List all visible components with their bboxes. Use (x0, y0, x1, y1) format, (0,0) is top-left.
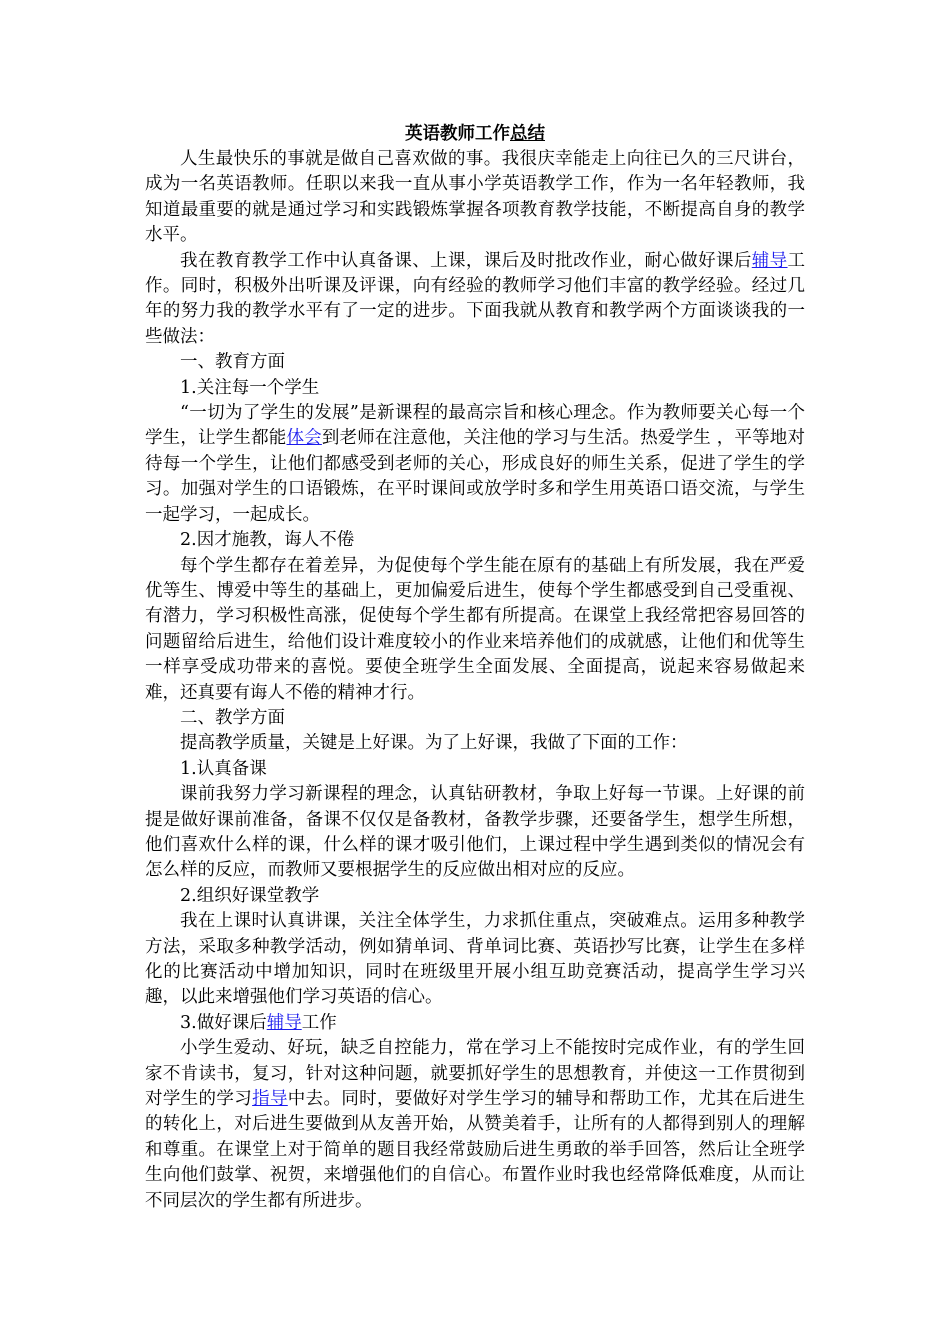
paragraph-text: 到老师在注意他，关注他的学习与生活。热爱学生 ，平等地对待每一个学生，让他们都感受到老师的关心，形成良好的师生关系，促进了学生的学习。加强对学生的口语锻炼，在平时课间或放学时多和学生用英语口语交流，与学生一起学习，一起成长。 (145, 428, 805, 525)
paragraph-text: 中去。同时，要做好对学生学习的辅导和帮助工作，尤其在后进生的转化上，对后进生要做到从友善开始，从赞美着手，让所有的人都得到别人的理解和尊重。在课堂上对于简单的题目我经常鼓励后进生勇敢的举手回答，然后让全班学生向他们鼓掌、祝贺，来增强他们的自信心。布置作业时我也经常降低难度，从而让不同层次的学生都有所进步。 (145, 1089, 806, 1211)
title-underlined: 总结 (510, 124, 545, 144)
paragraph-text: 工作 (301, 1012, 337, 1033)
paragraph-classroom: 我在上课时认真讲课，关注全体学生，力求抓住重点，突破难点。运用多种教学方法，采取多种教学活动，例如猜单词、背单词比赛、英语抄写比赛，让学生在多样化的比赛活动中增加知识，同时在班级里开展小组互助竞赛活动，提高学生学习兴趣，以此来增强他们学习英语的信心。 (145, 911, 805, 1008)
paragraph-after-class (145, 1036, 805, 1214)
paragraph-text: 小学生爱动、好玩，缺乏自控能力，常在学习上不能按时完成作业，有的学生回家不肯读书，复习，针对这种问题，就要抓好学生的思想教育，并使这一工作贯彻到对学生的学习 (145, 1038, 805, 1110)
section-heading-education: 一、教育方面 (180, 352, 285, 373)
paragraph-overview (145, 249, 805, 351)
paragraph-text: “一切为了学生的发展”是新课程的最高宗旨和核心理念。作为教师要关心每一个学生，让学生都能 (145, 403, 805, 449)
subheading-care-students: 1.关注每一个学生 (180, 377, 320, 398)
link-tihui[interactable]: 体会 (286, 428, 322, 449)
subheading-lesson-prep: 1.认真备课 (180, 758, 267, 779)
document-page (145, 122, 805, 1214)
paragraph-intro: 人生最快乐的事就是做自己喜欢做的事。我很庆幸能走上向往已久的三尺讲台，成为一名英语教师。任职以来我一直从事小学英语教学工作，作为一名年轻教师，我知道最重要的就是通过学习和实践锻炼掌握各项教育教学技能，不断提高自身的教学水平。 (145, 149, 805, 246)
link-zhidao[interactable]: 指导 (252, 1089, 288, 1110)
paragraph-text: 3.做好课后 (180, 1012, 267, 1033)
subheading-teach-by-aptitude: 2.因才施教，诲人不倦 (180, 530, 355, 551)
subheading-after-class (145, 1011, 805, 1036)
paragraph-text: 我在教育教学工作中认真备课、上课，课后及时批改作业，耐心做好课后 (180, 250, 752, 271)
paragraph-lesson-prep: 课前我努力学习新课程的理念，认真钻研教材，争取上好每一节课。上好课的前提是做好课前准备，备课不仅仅是备教材，备教学步骤，还要备学生，想学生所想，他们喜欢什么样的课，什么样的课才吸引他们，上课过程中学生遇到类似的情况会有怎么样的反应，而教师又要根据学生的反应做出相对应的反应。 (145, 784, 805, 881)
link-fudao[interactable]: 辅导 (751, 250, 788, 271)
paragraph-care-students (145, 401, 805, 528)
paragraph-text: 工作。同时，积极外出听课及评课，向有经验的教师学习他们丰富的教学经验。经过几年的努力我的教学水平有了一定的进步。下面我就从教育和教学两个方面谈谈我的一些做法： (145, 250, 806, 347)
document-title (145, 122, 805, 147)
paragraph-teach-by-aptitude: 每个学生都存在着差异，为促使每个学生能在原有的基础上有所发展，我在严爱优等生、博爱中等生的基础上，更加偏爱后进生，使每个学生都感受到自己受重视、有潜力，学习积极性高涨，促使每个学生都有所提高。在课堂上我经常把容易回答的问题留给后进生，给他们设计难度较小的作业来培养他们的成就感，让他们和优等生一样享受成功带来的喜悦。要使全班学生全面发展、全面提高，说起来容易做起来难，还真要有诲人不倦的精神才行。 (145, 555, 805, 703)
title-prefix: 英语教师工作 (405, 124, 510, 144)
link-fudao-2[interactable]: 辅导 (266, 1012, 302, 1033)
paragraph-teaching-intro: 提高教学质量，关键是上好课。为了上好课，我做了下面的工作： (180, 733, 688, 754)
section-heading-teaching: 二、教学方面 (180, 707, 285, 728)
subheading-classroom: 2.组织好课堂教学 (180, 885, 320, 906)
